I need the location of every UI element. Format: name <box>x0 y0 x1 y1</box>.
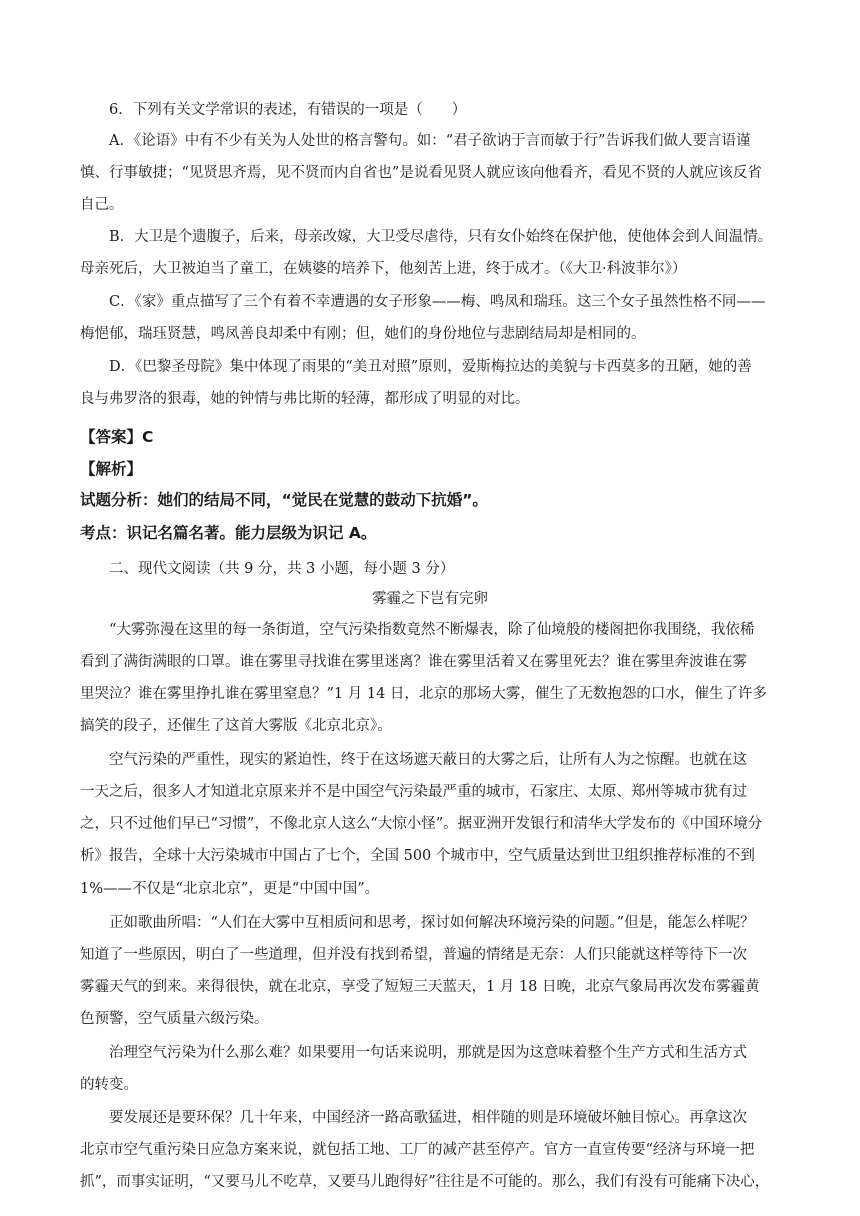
option-b-line-2: 母亲死后，大卫被迫当了童工，在姨婆的培养下，他刻苦上进，终于成才。（《大卫·科波菲尔》） <box>80 261 687 277</box>
paragraph-2-line-2: 一天之后，很多人才知道北京原来并不是中国空气污染最严重的城市，石家庄、太原、郑州等城市犹有过 <box>80 784 747 800</box>
paragraph-3-line-4: 色预警，空气质量六级污染。 <box>80 1011 269 1027</box>
answer-label: 【答案】C <box>80 428 154 446</box>
paragraph-3-line-2: 知道了一些原因，明白了一些道理，但并没有找到希望，普遍的情绪是无奈：人们只能就这样等待下一次 <box>80 947 747 963</box>
option-a-line-2: 慎、行事敏捷；“见贤思齐焉，见不贤而内自省也”是说看见贤人就应该向他看齐，看见不贤的人就应该反省 <box>80 165 762 181</box>
paragraph-1-line-4: 搞笑的段子，还催生了这首大雾版《北京北京》。 <box>80 718 392 734</box>
option-a-line-1: A．《论语》中有不少有关为人处世的格言警句。如：“君子欲讷于言而敏于行”告诉我们做人要言语谨 <box>109 133 751 149</box>
option-c-line-2: 梅悒郁，瑞珏贤慧，鸣凤善良却柔中有刚；但，她们的身份地位与悲剧结局却是相同的。 <box>80 326 646 342</box>
analysis-label: 【解析】 <box>80 460 143 478</box>
paragraph-1-line-2: 看到了满街满眼的口罩。谁在雾里寻找谁在雾里迷离？谁在雾里活着又在雾里死去？谁在雾里奔波谁在雾 <box>80 654 747 670</box>
paragraph-1-line-3: 里哭泣？谁在雾里挣扎谁在雾里窒息？”1 月 14 日，北京的那场大雾，催生了无数抱怨的口水，催生了许多 <box>80 686 767 702</box>
paragraph-2-line-1: 空气污染的严重性，现实的紧迫性，终于在这场遮天蔽日的大雾之后，让所有人为之惊醒。也就在这 <box>109 752 747 768</box>
option-d-line-1: D．《巴黎圣母院》集中体现了雨果的“美丑对照”原则，爱斯梅拉达的美貌与卡西莫多的丑陋，她的善 <box>109 359 752 375</box>
analysis-text: 试题分析：她们的结局不同，“觉民在觉慧的鼓动下抗婚”。 <box>80 491 488 509</box>
kaodian-text: 考点：识记名篇名著。能力层级为识记 A。 <box>80 524 377 542</box>
option-c-line-1: C．《家》重点描写了三个有着不幸遭遇的女子形象——梅、鸣凤和瑞珏。这三个女子虽然性格不同—— <box>109 294 766 310</box>
paragraph-4-line-1: 治理空气污染为什么那么难？如果要用一句话来说明，那就是因为这意味着整个生产方式和生活方式 <box>109 1045 747 1061</box>
paragraph-5-line-3: 抓”，而事实证明，“又要马儿不吃草，又要马儿跑得好”往往是不可能的。那么，我们有没有可能痛下决心， <box>80 1174 770 1190</box>
paragraph-5-line-1: 要发展还是要环保？几十年来，中国经济一路高歌猛进，相伴随的则是环境破坏触目惊心。再拿这次 <box>109 1110 747 1126</box>
paragraph-1-line-1: “大雾弥漫在这里的每一条街道，空气污染指数竟然不断爆表，除了仙境般的楼阁把你我围绕，我依稀 <box>109 622 755 638</box>
paragraph-2-line-5: 1%——不仅是“北京北京”，更是“中国中国”。 <box>80 881 380 897</box>
paragraph-2-line-4: 析》报告，全球十大污染城市中国占了七个，全国 500 个城市中，空气质量达到世卫组织推荐标准的不到 <box>80 848 755 864</box>
paragraph-3-line-1: 正如歌曲所唱：“人们在大雾中互相质问和思考，探讨如何解决环境污染的问题。”但是，能怎么样呢？ <box>109 915 755 931</box>
question-stem: 6．下列有关文学常识的表述，有错误的一项是（ ） <box>109 102 467 118</box>
option-d-line-2: 良与弗罗洛的狠毒，她的钟情与弗比斯的轻薄，都形成了明显的对比。 <box>80 391 530 407</box>
option-a-line-3: 自己。 <box>80 197 124 213</box>
option-b-line-1: B．大卫是个遗腹子，后来，母亲改嫁，大卫受尽虐待，只有女仆始终在保护他，使他体会到人间温情。 <box>109 229 773 245</box>
paragraph-2-line-3: 之，只不过他们早已“习惯”，不像北京人这么“大惊小怪”。据亚洲开发银行和清华大学发布的《中国环境分 <box>80 816 763 832</box>
passage-title: 雾霾之下岂有完卵 <box>372 591 488 607</box>
paragraph-4-line-2: 的转变。 <box>80 1077 138 1093</box>
section-heading: 二、现代文阅读（共 9 分，共 3 小题，每小题 3 分） <box>109 561 455 577</box>
paragraph-3-line-3: 雾霾天气的到来。来得很快，就在北京，享受了短短三天蓝天，1 月 18 日晚，北京气象局再次发布雾霾黄 <box>80 979 760 995</box>
paragraph-5-line-2: 北京市空气重污染日应急方案来说，就包括工地、工厂的减产甚至停产。官方一直宣传要“经济与环境一把 <box>80 1142 755 1158</box>
